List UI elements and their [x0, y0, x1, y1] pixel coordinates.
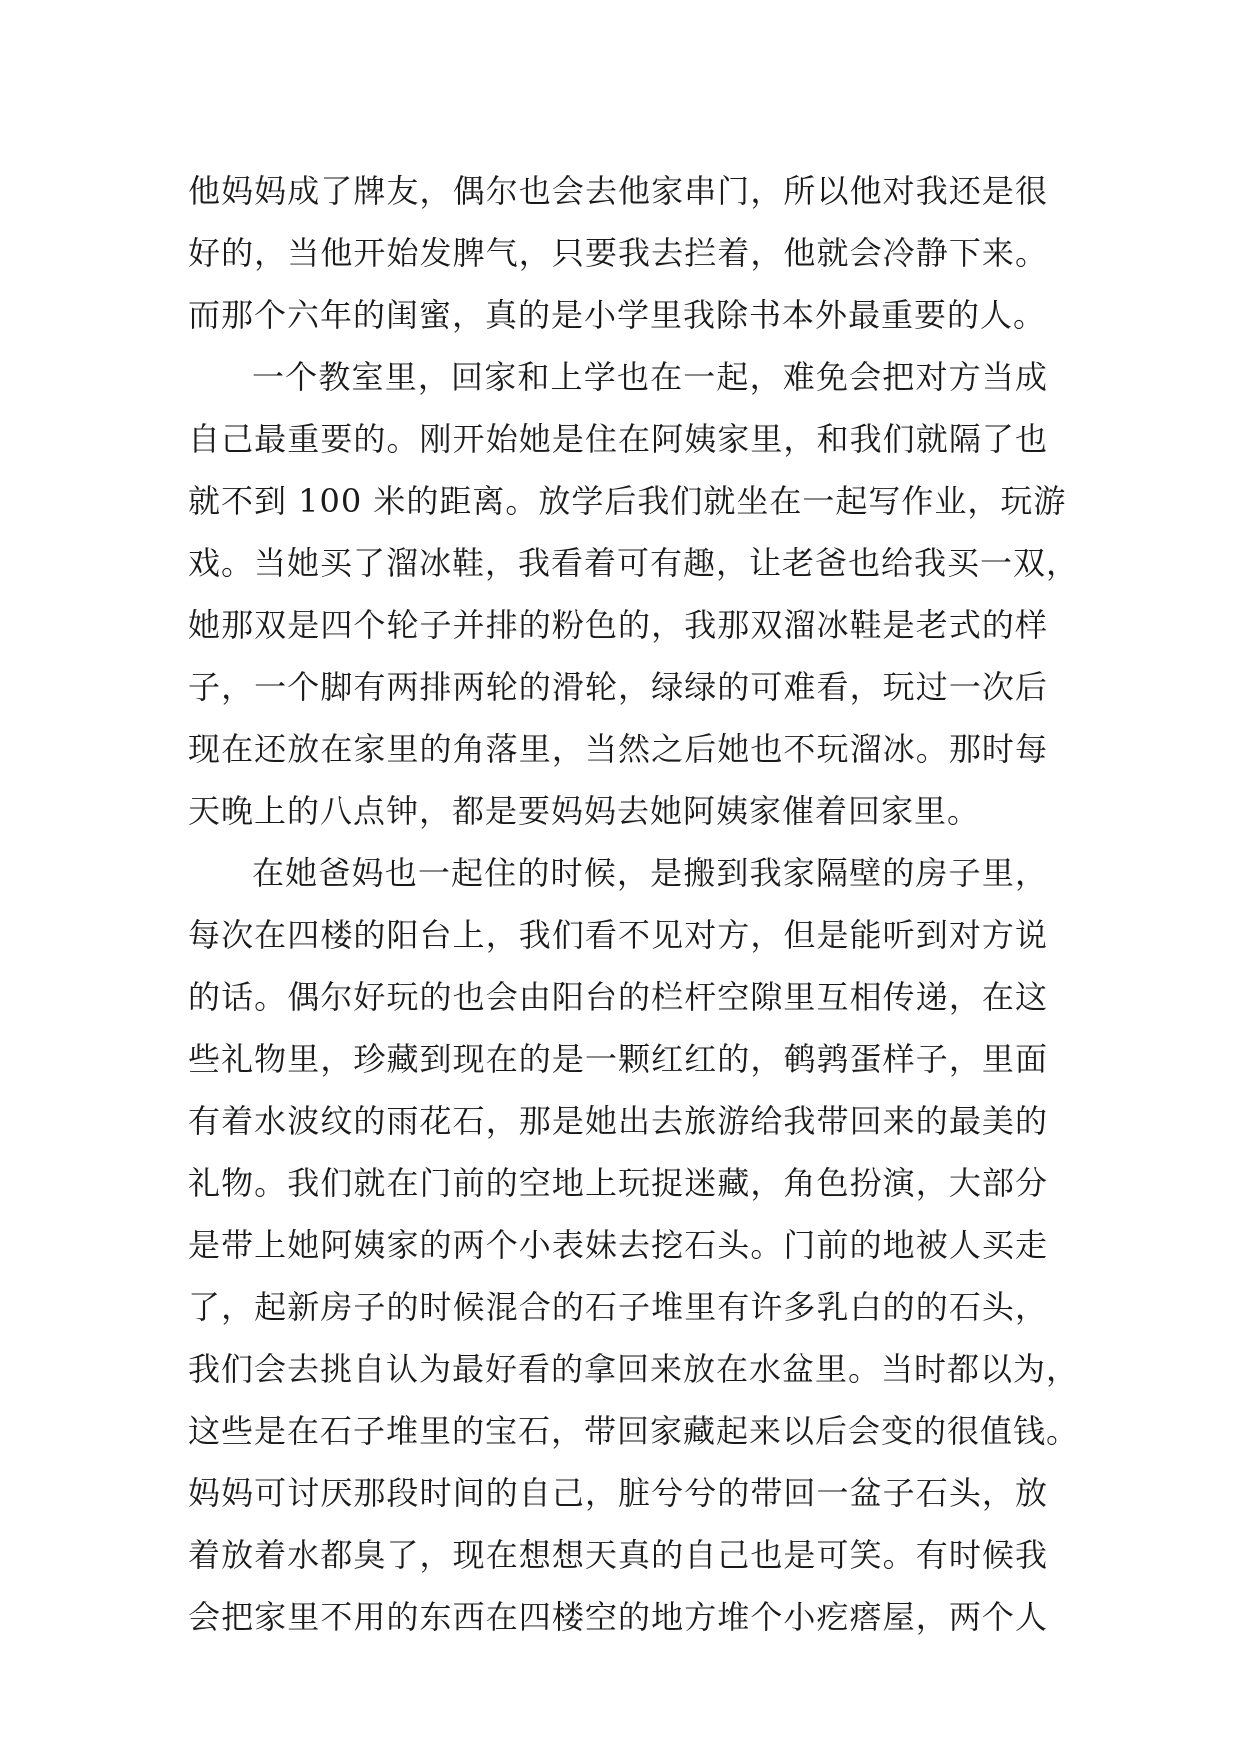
text-line: 就不到 100 米的距离。放学后我们就坐在一起写作业，玩游	[188, 482, 1067, 520]
text-line: 我们会去挑自认为最好看的拿回来放在水盆里。当时都以为，	[188, 1350, 1080, 1388]
text-line: 着放着水都臭了，现在想想天真的自己也是可笑。有时候我	[188, 1536, 1048, 1574]
text-line: 妈妈可讨厌那段时间的自己，脏兮兮的带回一盆子石头，放	[188, 1474, 1048, 1512]
text-line: 她那双是四个轮子并排的粉色的，我那双溜冰鞋是老式的样	[188, 606, 1048, 644]
text-line: 是带上她阿姨家的两个小表妹去挖石头。门前的地被人买走	[188, 1226, 1048, 1264]
text-line: 戏。当她买了溜冰鞋，我看着可有趣，让老爸也给我买一双，	[188, 544, 1080, 582]
text-line: 在她爸妈也一起住的时候，是搬到我家隔壁的房子里，	[252, 854, 1048, 892]
text-line: 现在还放在家里的角落里，当然之后她也不玩溜冰。那时每	[188, 730, 1048, 768]
text-line: 这些是在石子堆里的宝石，带回家藏起来以后会变的很值钱。	[188, 1412, 1080, 1450]
text-line: 自己最重要的。刚开始她是住在阿姨家里，和我们就隔了也	[188, 420, 1048, 458]
body-text	[188, 160, 1080, 1648]
text-line: 每次在四楼的阳台上，我们看不见对方，但是能听到对方说	[188, 916, 1048, 954]
text-line: 会把家里不用的东西在四楼空的地方堆个小疙瘩屋，两个人	[188, 1598, 1048, 1636]
text-line: 而那个六年的闺蜜，真的是小学里我除书本外最重要的人。	[188, 296, 1047, 334]
text-line: 礼物。我们就在门前的空地上玩捉迷藏，角色扮演，大部分	[188, 1164, 1048, 1202]
text-line: 天晚上的八点钟，都是要妈妈去她阿姨家催着回家里。	[188, 792, 981, 830]
text-line: 好的，当他开始发脾气，只要我去拦着，他就会冷静下来。	[188, 234, 1048, 272]
text-line: 有着水波纹的雨花石，那是她出去旅游给我带回来的最美的	[188, 1102, 1048, 1140]
text-line: 了，起新房子的时候混合的石子堆里有许多乳白的的石头，	[188, 1288, 1048, 1326]
text-line: 的话。偶尔好玩的也会由阳台的栏杆空隙里互相传递，在这	[188, 978, 1048, 1016]
text-line: 他妈妈成了牌友，偶尔也会去他家串门，所以他对我还是很	[188, 172, 1048, 210]
text-line: 子，一个脚有两排两轮的滑轮，绿绿的可难看，玩过一次后	[188, 668, 1048, 706]
text-line: 些礼物里，珍藏到现在的是一颗红红的，鹌鹑蛋样子，里面	[188, 1040, 1048, 1078]
text-line: 一个教室里，回家和上学也在一起，难免会把对方当成	[252, 358, 1048, 396]
